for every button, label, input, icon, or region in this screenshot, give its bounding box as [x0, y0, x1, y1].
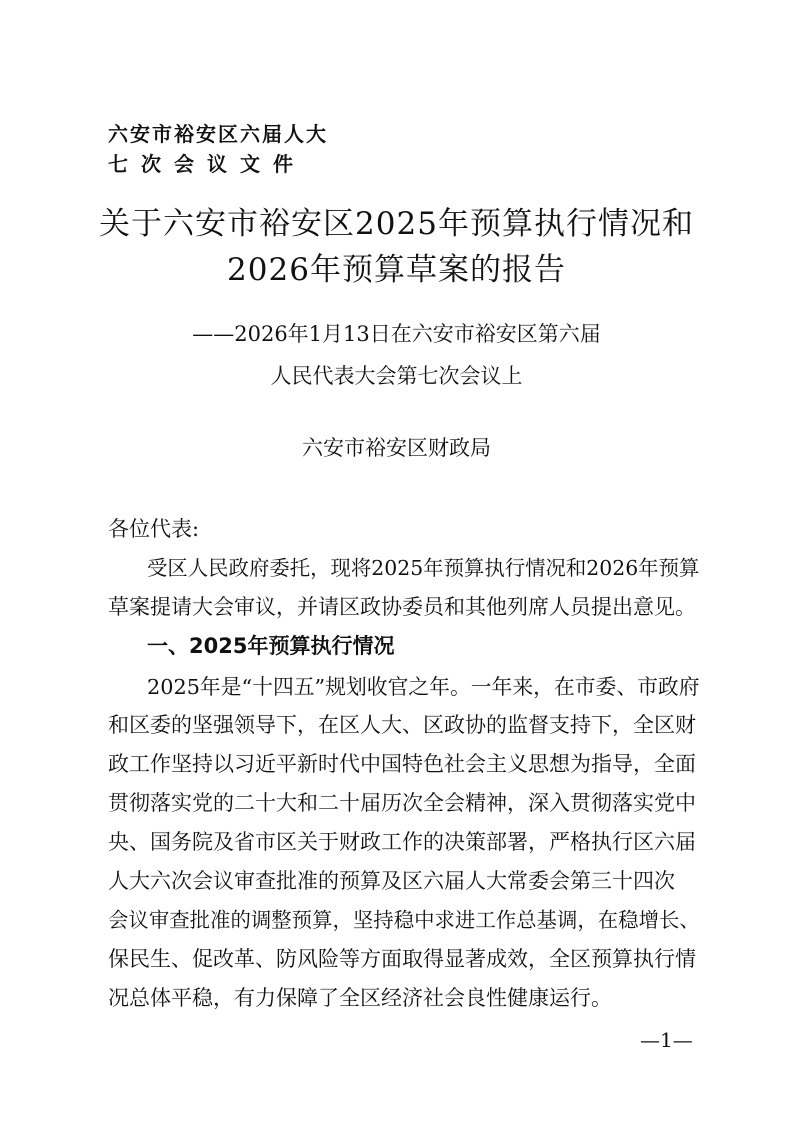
- paragraph-1-line-2: 草案提请大会审议，并请区政协委员和其他列席人员提出意见。: [108, 595, 696, 619]
- report-title-line-1: 关于六安市裕安区2025年预算执行情况和: [99, 206, 694, 242]
- meeting-header-line-2: 七次会议文件: [108, 152, 306, 176]
- paragraph-1-line-1: 受区人民政府委托，现将2025年预算执行情况和2026年预算: [147, 556, 700, 580]
- paragraph-2-line-2: 和区委的坚强领导下，在区人大、区政协的监督支持下，全区财: [108, 713, 696, 737]
- paragraph-2-line-4: 贯彻落实党的二十大和二十届历次全会精神，深入贯彻落实党中: [108, 791, 696, 815]
- report-subtitle-line-2: 人民代表大会第七次会议上: [270, 364, 523, 388]
- section-1-heading: 一、2025年预算执行情况: [147, 634, 395, 658]
- paragraph-2-line-6: 人大六次会议审查批准的预算及区六届人大常委会第三十四次: [108, 869, 675, 893]
- paragraph-2-line-9: 况总体平稳，有力保障了全区经济社会良性健康运行。: [108, 986, 612, 1010]
- page-number: —1—: [640, 1028, 693, 1052]
- report-title-line-2: 2026年预算草案的报告: [227, 252, 566, 288]
- salutation: 各位代表:: [108, 517, 200, 541]
- meeting-header-line-1: 六安市裕安区六届人大: [108, 122, 328, 146]
- paragraph-2-line-7: 会议审查批准的调整预算，坚持稳中求进工作总基调，在稳增长、: [108, 908, 700, 932]
- paragraph-2-line-8: 保民生、促改革、防风险等方面取得显著成效，全区预算执行情: [108, 947, 696, 971]
- paragraph-2-line-3: 政工作坚持以习近平新时代中国特色社会主义思想为指导，全面: [108, 752, 696, 776]
- report-author: 六安市裕安区财政局: [302, 436, 491, 460]
- report-subtitle-line-1: ——2026年1月13日在六安市裕安区第六届: [192, 322, 601, 346]
- paragraph-2-line-1: 2025年是“十四五”规划收官之年。一年来，在市委、市政府: [147, 675, 700, 699]
- paragraph-2-line-5: 央、国务院及省市区关于财政工作的决策部署，严格执行区六届: [108, 830, 696, 854]
